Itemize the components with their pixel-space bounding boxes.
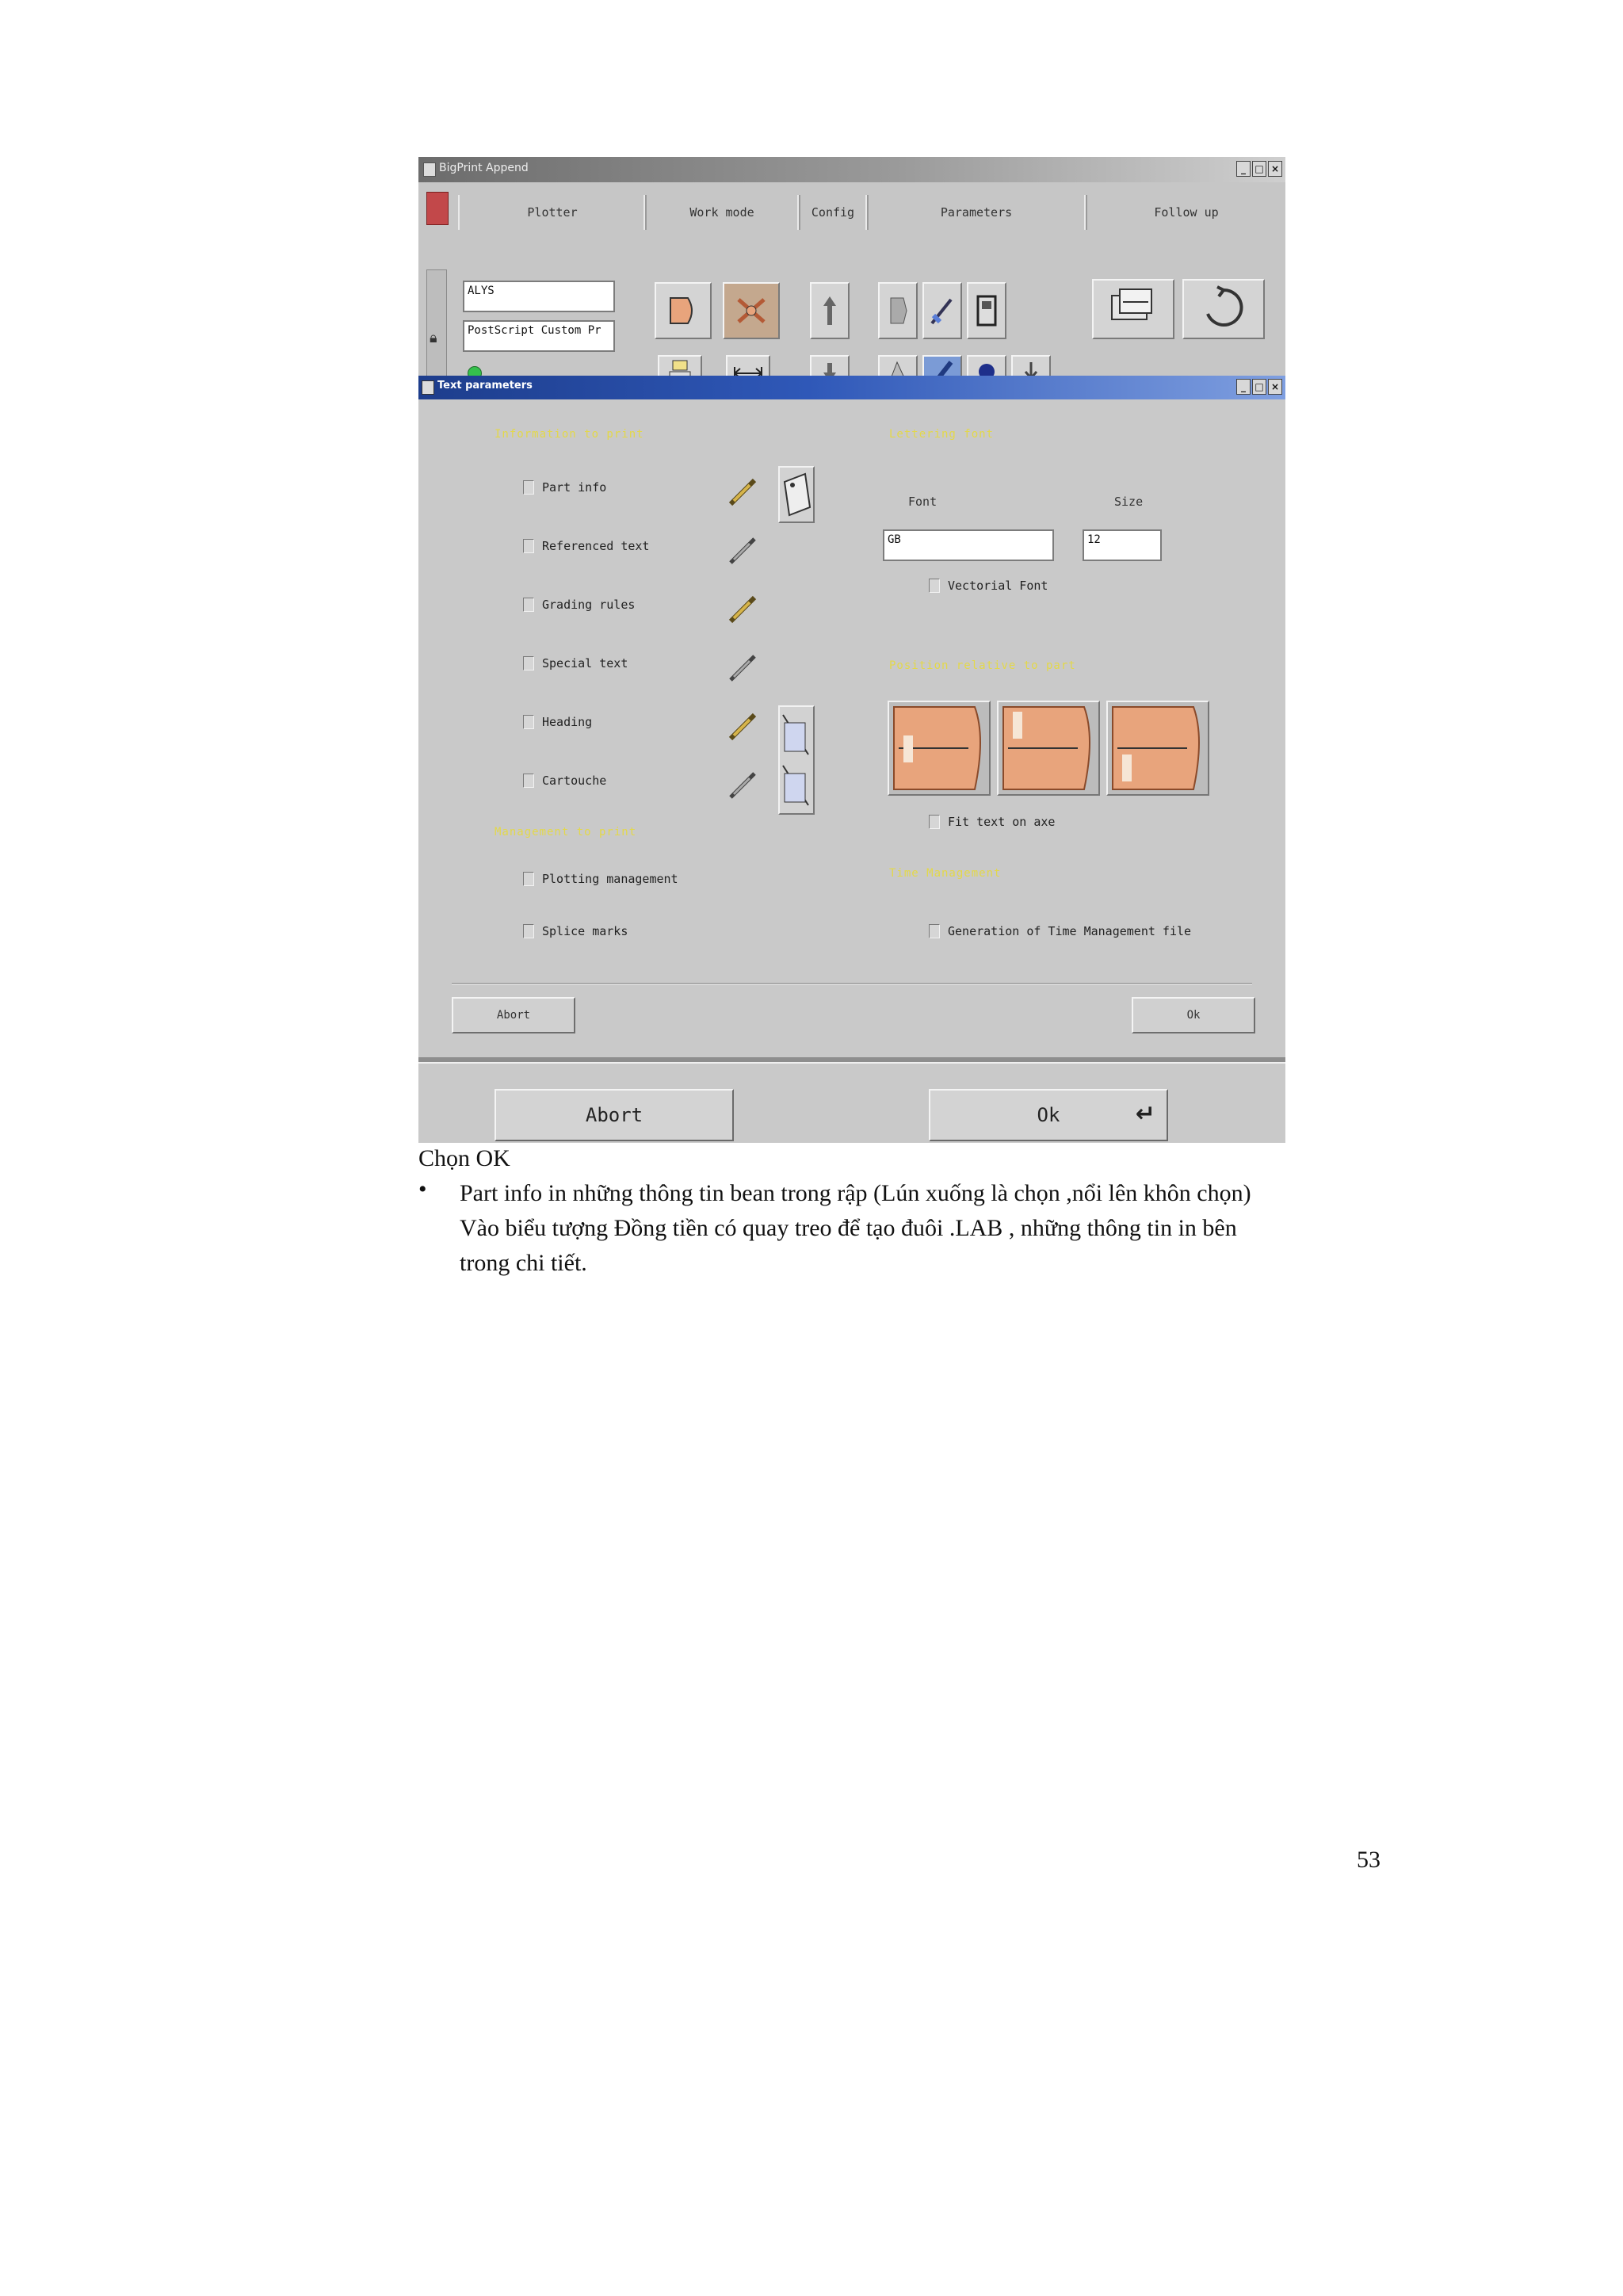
pen-referenced-text-icon[interactable]: [726, 533, 761, 567]
text-parameters-dialog: [418, 376, 1285, 1073]
piece-text-left-icon: [892, 705, 986, 791]
check-plotting-management[interactable]: [523, 872, 678, 886]
follow-up-history-button[interactable]: [1182, 279, 1265, 339]
refresh-icon: [1200, 285, 1247, 333]
size-input[interactable]: 12: [1083, 529, 1162, 561]
position-option-3[interactable]: [1106, 701, 1209, 796]
marker-mode-button[interactable]: [723, 282, 780, 339]
group-follow-up: Follow up: [1084, 195, 1285, 230]
abort-button[interactable]: Abort: [495, 1089, 734, 1141]
dialog-abort-button[interactable]: Abort: [452, 997, 575, 1033]
check-grading-rules[interactable]: [523, 598, 635, 612]
dialog-title-bar: [418, 376, 1285, 399]
check-time-management[interactable]: [929, 924, 1191, 938]
checkbox[interactable]: [523, 480, 534, 495]
checkbox[interactable]: [929, 924, 940, 938]
dialog-maximize-button[interactable]: □: [1252, 379, 1266, 395]
check-label: Generation of Time Management file: [948, 924, 1192, 938]
section-texts-heading: Information to print: [495, 428, 644, 441]
check-vectorial-font[interactable]: [929, 579, 1048, 593]
doc-line-detail: trong chi tiết.: [460, 1250, 587, 1276]
dialog-title: Text parameters: [437, 380, 533, 392]
position-option-2[interactable]: [997, 701, 1100, 796]
piece-mode-button[interactable]: [655, 282, 712, 339]
check-label: Splice marks: [542, 924, 628, 938]
bullet-marker: •: [418, 1176, 427, 1202]
checkbox[interactable]: [523, 924, 534, 938]
app-icon: [423, 162, 436, 177]
dialog-ok-button[interactable]: Ok: [1132, 997, 1255, 1033]
bigprint-toolbar: [418, 182, 1285, 390]
plotter-driver-field[interactable]: PostScript Custom Pr: [463, 320, 615, 352]
section-options-heading: Management to print: [495, 826, 637, 839]
font-input[interactable]: GB: [883, 529, 1054, 561]
check-label: Fit text on axe: [948, 815, 1056, 829]
dialog-minimize-button[interactable]: _: [1236, 379, 1251, 395]
checkbox[interactable]: [929, 579, 940, 593]
piece-text-top-icon: [1002, 705, 1095, 791]
screenshot: [418, 157, 1285, 1143]
position-option-1[interactable]: [888, 701, 991, 796]
checkbox[interactable]: [523, 539, 534, 553]
group-plotter: Plotter: [458, 195, 647, 230]
config-up-button[interactable]: [810, 282, 850, 339]
doc-line-part-info: Part info in những thông tin bean trong rập (Lún xuống là chọn ,nổi lên khôn chọn): [460, 1180, 1251, 1206]
param-page-button[interactable]: [967, 282, 1006, 339]
bigprint-title: BigPrint Append: [439, 162, 529, 174]
lock-icon[interactable]: 🔒︎: [430, 330, 437, 346]
checkbox[interactable]: [523, 598, 534, 612]
check-part-info[interactable]: [523, 480, 606, 495]
dialog-close-button[interactable]: ×: [1268, 379, 1282, 395]
piece-grey-icon: [886, 295, 910, 327]
checkbox[interactable]: [523, 656, 534, 670]
check-fit-text[interactable]: [929, 815, 1055, 829]
section-time-heading: Time Management: [889, 867, 1002, 880]
check-label: Part info: [542, 480, 607, 495]
window-controls: [1236, 161, 1282, 177]
ok-button[interactable]: [929, 1089, 1168, 1141]
check-label: Vectorial Font: [948, 579, 1048, 593]
maximize-button[interactable]: □: [1252, 161, 1266, 177]
param-piece-button[interactable]: [878, 282, 918, 339]
group-work-mode: Work mode: [643, 195, 800, 230]
dialog-window-controls: [1236, 379, 1282, 395]
dialog-separator: [452, 983, 1252, 985]
page-number: 53: [1357, 1847, 1381, 1873]
heading-sheet-icon: [780, 707, 813, 813]
param-text-button[interactable]: [922, 282, 962, 339]
check-referenced-text[interactable]: [523, 539, 649, 553]
close-button[interactable]: ×: [1268, 161, 1282, 177]
arrow-up-icon: [820, 293, 839, 328]
document-frame-icon: [975, 293, 999, 328]
check-label: Grading rules: [542, 598, 636, 612]
check-label: Referenced text: [542, 539, 650, 553]
label-preview-button[interactable]: [778, 466, 815, 523]
follow-up-queue-button[interactable]: [1092, 279, 1174, 339]
section-position-heading: Position relative to part: [889, 659, 1076, 672]
pen-heading-icon[interactable]: [726, 709, 761, 743]
pen-part-info-icon[interactable]: [726, 474, 761, 509]
pen-blue-icon: [929, 295, 956, 327]
dialog-app-icon: [422, 380, 434, 395]
plotter-queue-icon: [1106, 288, 1161, 330]
enter-arrow-icon: ↵: [1135, 1100, 1155, 1128]
piece-text-bottom-icon: [1111, 705, 1205, 791]
doc-line-coin-icon: Vào biểu tượng Đồng tiền có quay treo để tạo đuôi .LAB , những thông tin in bên: [460, 1215, 1237, 1241]
size-label: Size: [1114, 495, 1144, 509]
doc-line-choose-ok: Chọn OK: [418, 1145, 510, 1171]
red-flag-icon: [426, 192, 449, 225]
check-label: Cartouche: [542, 774, 607, 788]
check-heading[interactable]: [523, 715, 592, 729]
check-special-text[interactable]: [523, 656, 628, 670]
checkbox[interactable]: [523, 715, 534, 729]
check-cartouche[interactable]: [523, 774, 606, 788]
group-config: Config: [797, 195, 869, 230]
check-label: Plotting management: [542, 872, 678, 886]
check-label: Special text: [542, 656, 628, 670]
checkbox[interactable]: [523, 872, 534, 886]
font-label: Font: [908, 495, 938, 509]
underlying-window-border: [418, 1057, 1285, 1064]
checkbox[interactable]: [523, 774, 534, 788]
bigprint-title-bar: [418, 157, 1285, 182]
underlying-window-buttons: [418, 1070, 1184, 1143]
group-parameters: Parameters: [865, 195, 1087, 230]
label-tag-icon: [780, 468, 813, 521]
ok-button-label: Ok: [1037, 1104, 1060, 1126]
section-font-heading: Lettering font: [889, 428, 995, 441]
marker-scissors-icon: [734, 293, 769, 328]
heading-preview-button[interactable]: [778, 705, 815, 815]
checkbox[interactable]: [929, 815, 940, 829]
check-label: Heading: [542, 715, 593, 729]
pen-grading-rules-icon[interactable]: [726, 591, 761, 626]
pen-special-text-icon[interactable]: [726, 650, 761, 685]
minimize-button[interactable]: _: [1236, 161, 1251, 177]
piece-shape-icon: [667, 295, 699, 327]
pen-cartouche-icon[interactable]: [726, 767, 761, 802]
check-splice-marks[interactable]: [523, 924, 628, 938]
plotter-name-field[interactable]: ALYS: [463, 281, 615, 312]
